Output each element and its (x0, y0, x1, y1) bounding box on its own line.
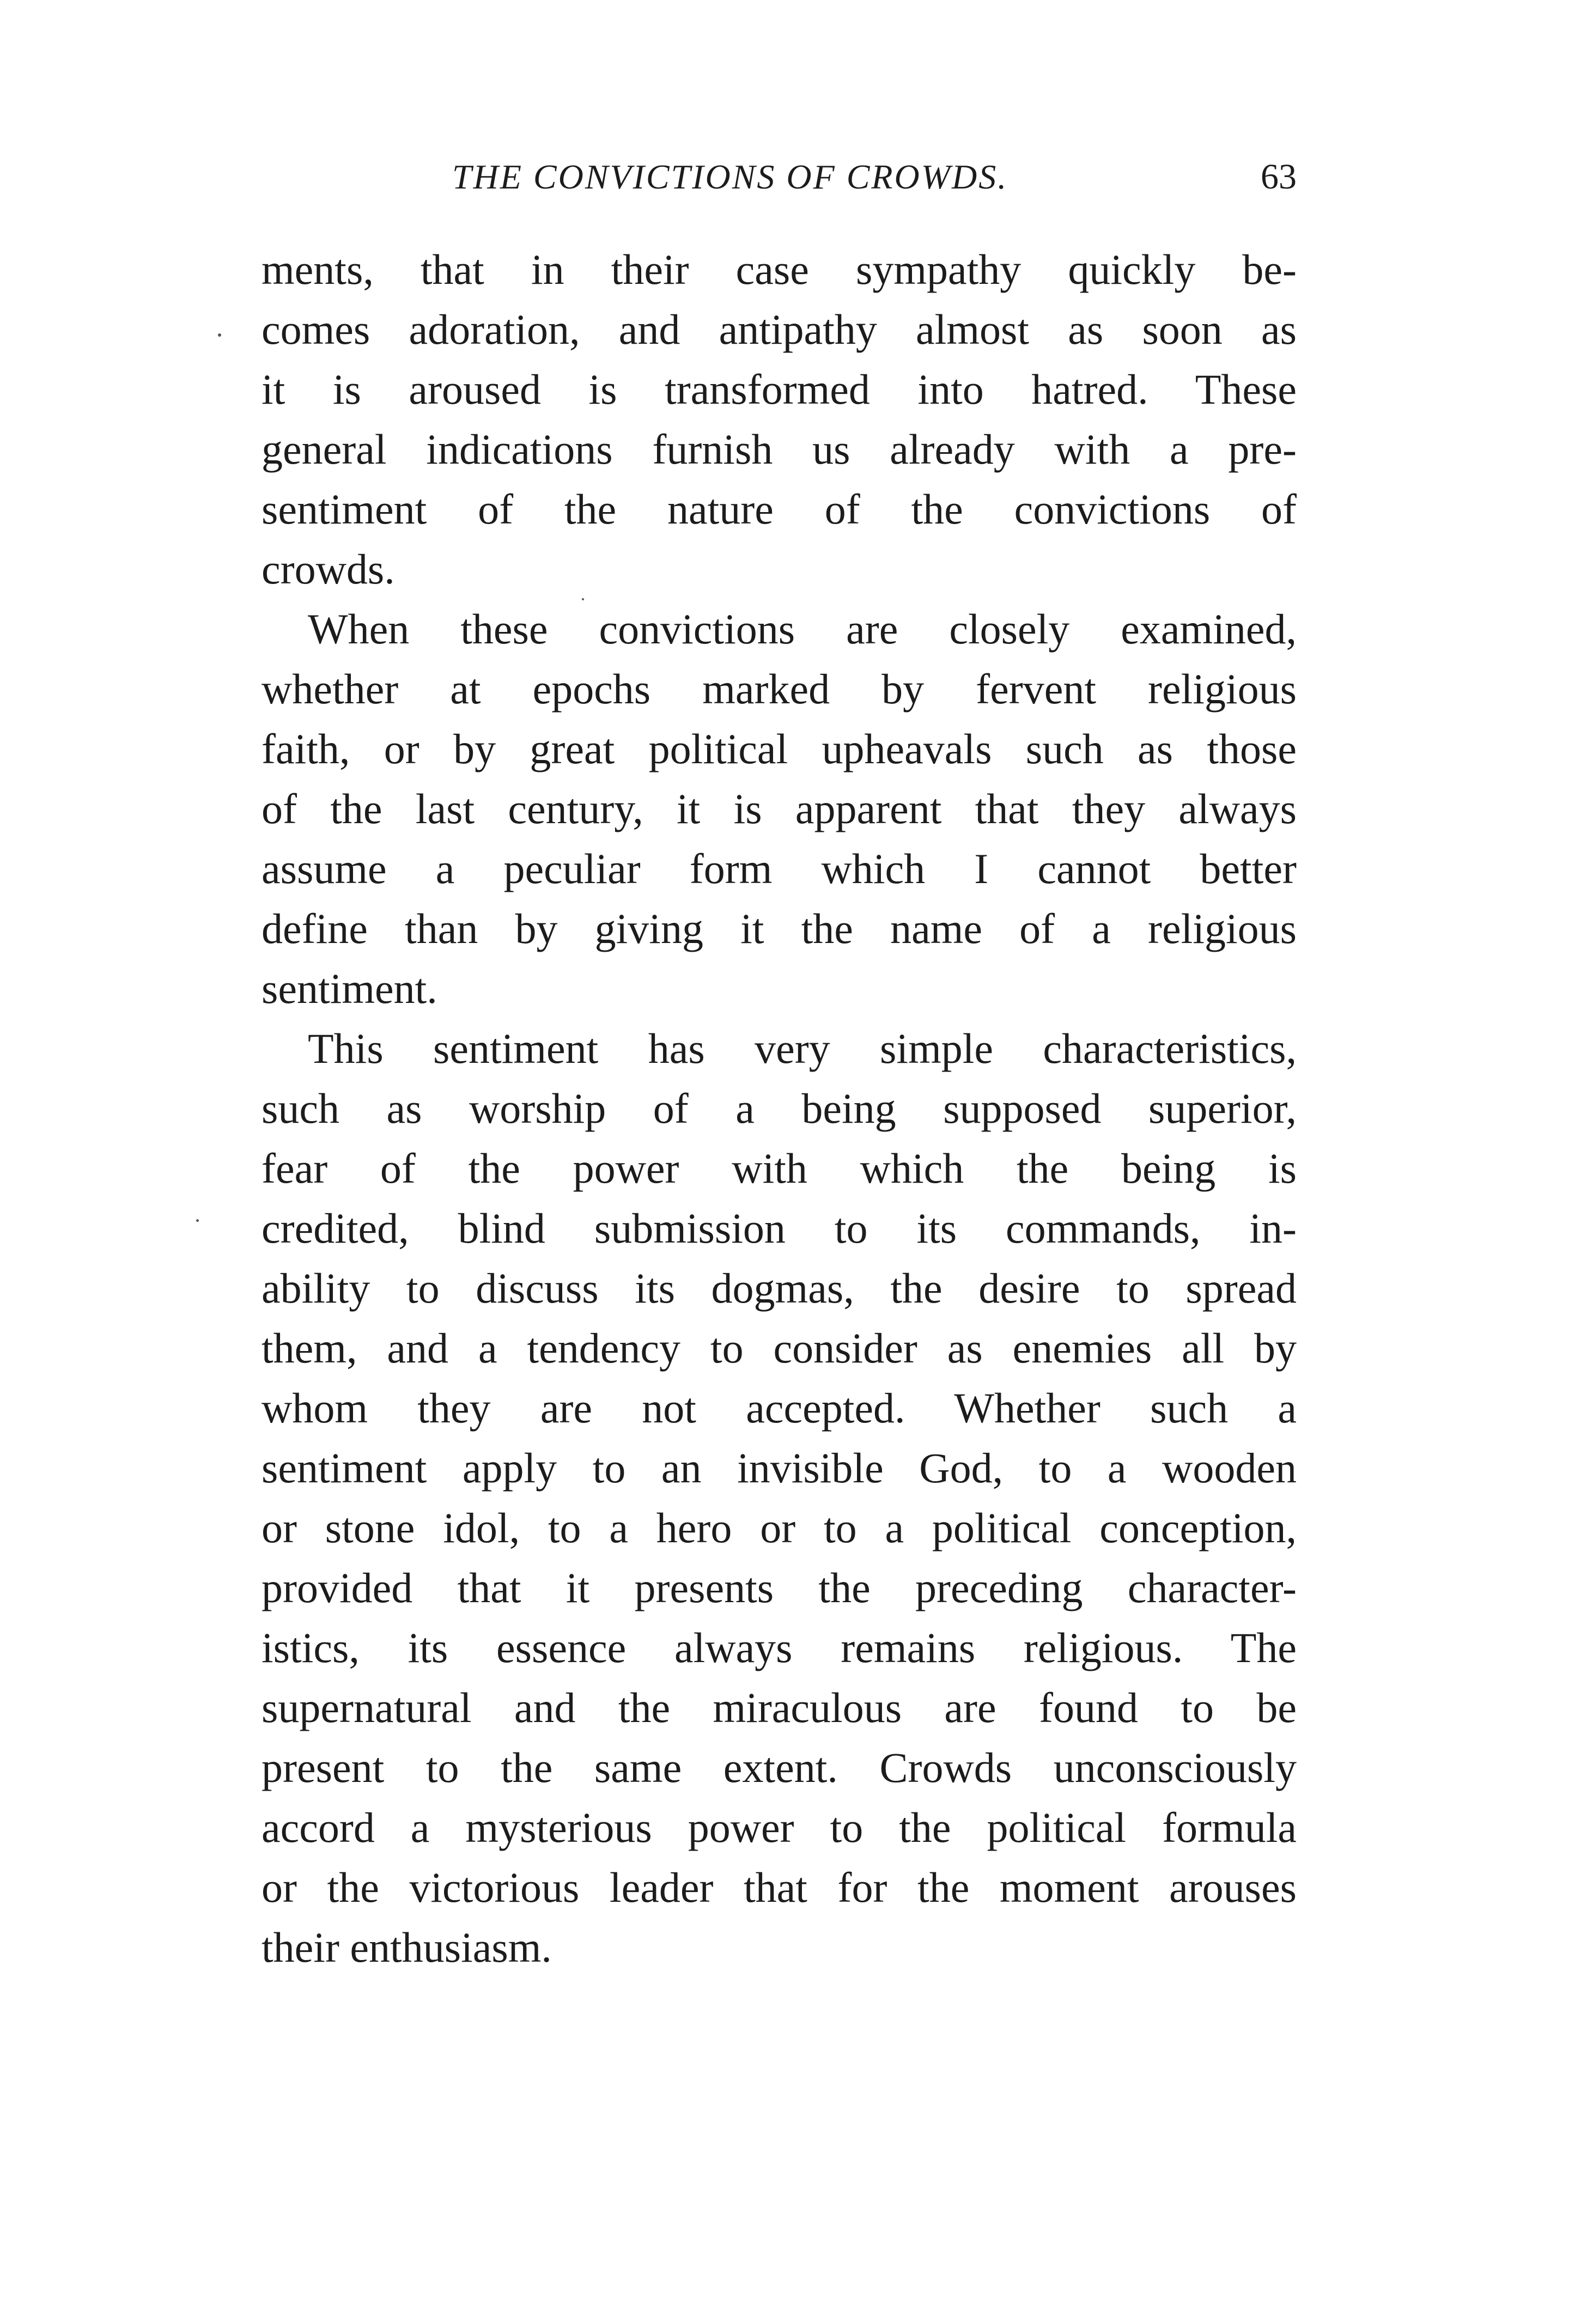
text-line: define than by giving it the name of a religious (262, 905, 1297, 952)
text-line: faith, or by great political upheavals such as those (262, 725, 1297, 772)
text-line: This sentiment has very simple characteristics, (308, 1025, 1297, 1072)
text-line: When these convictions are closely examined, (308, 605, 1297, 653)
text-line: whether at epochs marked by fervent religious (262, 665, 1297, 713)
text-line: their enthusiasm. (262, 1924, 552, 1971)
text-line: comes adoration, and antipathy almost as soon as (262, 306, 1297, 353)
text-line: provided that it presents the preceding character- (262, 1564, 1297, 1611)
scan-speck (196, 1219, 199, 1222)
running-head (262, 147, 1297, 207)
text-line: fear of the power with which the being is (262, 1145, 1297, 1192)
text-line: assume a peculiar form which I cannot better (262, 845, 1297, 892)
text-line: ments, that in their case sympathy quickly be- (262, 246, 1297, 293)
page-number: 63 (1261, 157, 1297, 197)
text-line: of the last century, it is apparent that they always (262, 785, 1297, 832)
text-line: istics, its essence always remains religious. The (262, 1624, 1297, 1671)
text-line: ability to discuss its dogmas, the desire to spread (262, 1264, 1297, 1312)
text-line: credited, blind submission to its commands, in- (262, 1204, 1297, 1252)
text-line: supernatural and the miraculous are found to be (262, 1684, 1297, 1731)
text-line: sentiment apply to an invisible God, to a wooden (262, 1444, 1297, 1492)
scan-speck (218, 333, 221, 337)
text-line: crowds. (262, 545, 395, 593)
scan-speck (582, 598, 584, 600)
text-line: it is aroused is transformed into hatred. These (262, 366, 1297, 413)
running-title: THE CONVICTIONS OF CROWDS. (452, 157, 1008, 196)
text-line: whom they are not accepted. Whether such a (262, 1384, 1297, 1432)
text-line: general indications furnish us already with a pre- (262, 425, 1297, 473)
text-line: them, and a tendency to consider as enemies all by (262, 1324, 1297, 1372)
text-line: accord a mysterious power to the political formula (262, 1804, 1297, 1851)
text-line: or stone idol, to a hero or to a political conception, (262, 1504, 1297, 1552)
text-line: such as worship of a being supposed superior, (262, 1085, 1297, 1132)
text-line: sentiment of the nature of the convictions of (262, 485, 1297, 533)
text-line: sentiment. (262, 965, 437, 1012)
body-text (262, 240, 1297, 1978)
text-line: or the victorious leader that for the moment arouses (262, 1864, 1297, 1911)
text-line: present to the same extent. Crowds unconsciously (262, 1744, 1297, 1791)
